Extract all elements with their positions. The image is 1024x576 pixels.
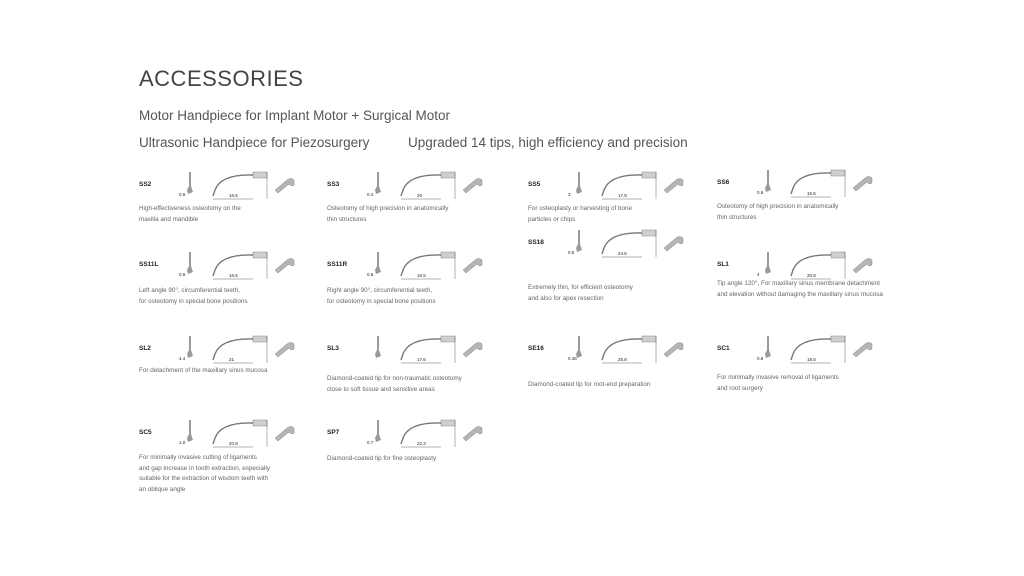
tip-length-label: 17.6 bbox=[417, 357, 426, 362]
tip-description-line: and root surgery bbox=[717, 384, 763, 392]
tip-front-view bbox=[375, 336, 381, 358]
tip-length-label: 24.6 bbox=[618, 251, 627, 256]
tip-code: SC5 bbox=[139, 429, 152, 436]
tip-description-line: Tip angle 120°, For maxillary sinus membrane detachment bbox=[717, 280, 880, 287]
tip-description-line: suitable for the extraction of wisdom teeth with bbox=[139, 475, 269, 482]
tip-photo bbox=[664, 237, 683, 252]
tip-handle bbox=[642, 172, 656, 178]
tip-photo bbox=[275, 427, 294, 442]
tip-description-line: High-effectiveness osteotomy on the bbox=[139, 205, 241, 212]
tip-illustration bbox=[733, 166, 873, 202]
tip-illustration bbox=[155, 168, 295, 204]
tip-handle bbox=[441, 172, 455, 178]
tip-width-label: 0.6 bbox=[179, 272, 186, 277]
tip-illustration bbox=[544, 226, 684, 262]
tip-description-line: for osteotomy in special bone positions bbox=[327, 297, 436, 305]
tip-description-line: and also for apex resection bbox=[528, 294, 604, 302]
ultrasonic-handpiece-subtitle: Ultrasonic Handpiece for Piezosurgery bbox=[139, 135, 370, 150]
tip-width-label: 0.6 bbox=[757, 190, 764, 195]
tip-code: SS5 bbox=[528, 181, 541, 188]
tip-photo bbox=[664, 179, 683, 194]
tip-handle bbox=[642, 230, 656, 236]
tip-photo bbox=[275, 343, 294, 358]
tip-code: SS11R bbox=[327, 261, 348, 268]
tip-description-line: For detachment of the maxillary sinus mucosa bbox=[139, 367, 268, 374]
tip-front-view bbox=[375, 252, 381, 274]
tip-description-line: Diamond-coated tip for fine osteoplasty bbox=[327, 455, 437, 462]
tip-illustration bbox=[155, 332, 295, 368]
tip-description bbox=[327, 204, 448, 225]
tip-width-label: 0.4 bbox=[367, 192, 374, 197]
tip-code: SL1 bbox=[717, 261, 729, 268]
tip-code: SE16 bbox=[528, 345, 544, 352]
tip-description-line: particles or chips bbox=[528, 215, 576, 223]
tip-length-label: 20.8 bbox=[229, 441, 238, 446]
tip-illustration bbox=[155, 248, 295, 284]
tip-handle bbox=[441, 336, 455, 342]
tip-description-line: and elevation without damaging the maxillary sinus mucosa bbox=[717, 290, 883, 298]
tip-length-label: 20 bbox=[417, 193, 423, 198]
tip-photo bbox=[853, 259, 872, 274]
tip-photo bbox=[463, 259, 482, 274]
tip-front-view bbox=[187, 252, 193, 274]
tip-front-view bbox=[187, 420, 193, 442]
tip-description-line: Left angle 90°, circumferential teeth, bbox=[139, 287, 240, 294]
tip-description-line: thin structures bbox=[717, 213, 757, 221]
tip-handle bbox=[253, 172, 267, 178]
tip-front-view bbox=[576, 336, 582, 358]
tip-width-label: 3 bbox=[568, 192, 571, 197]
tip-photo bbox=[463, 343, 482, 358]
tip-description bbox=[139, 366, 267, 377]
tip-description bbox=[139, 286, 248, 307]
tip-illustration bbox=[343, 416, 483, 452]
tip-description-line: an oblique angle bbox=[139, 485, 186, 493]
tip-width-label: 0.45 bbox=[568, 356, 577, 361]
tip-photo bbox=[853, 177, 872, 192]
tip-code: SL2 bbox=[139, 345, 151, 352]
tip-front-view bbox=[576, 230, 582, 252]
tip-illustration bbox=[544, 168, 684, 204]
tip-code: SS6 bbox=[717, 179, 730, 186]
tip-description bbox=[717, 202, 838, 223]
tip-description-line: Diamond-coated tip for non-traumatic osteotomy bbox=[327, 375, 462, 382]
tip-front-view bbox=[375, 420, 381, 442]
tip-description bbox=[717, 279, 883, 300]
tip-handle bbox=[441, 252, 455, 258]
tip-code: SP7 bbox=[327, 429, 340, 436]
tip-handle bbox=[441, 420, 455, 426]
tip-illustration bbox=[343, 332, 483, 368]
upgrade-subtitle: Upgraded 14 tips, high efficiency and precision bbox=[408, 135, 688, 150]
tip-description-line: maxilla and mandible bbox=[139, 215, 199, 223]
tip-front-view bbox=[765, 252, 771, 274]
tip-photo bbox=[463, 427, 482, 442]
tip-code: SS2 bbox=[139, 181, 152, 188]
tip-width-label: 0.6 bbox=[179, 192, 186, 197]
tip-code: SL3 bbox=[327, 345, 339, 352]
tip-width-label: 4.4 bbox=[179, 356, 186, 361]
tip-width-label: 0.5 bbox=[568, 250, 575, 255]
tip-description bbox=[327, 374, 462, 395]
tip-illustration bbox=[733, 332, 873, 368]
tip-description bbox=[327, 454, 436, 465]
tip-illustration bbox=[155, 416, 295, 452]
tip-description-line: Extremely thin, for efficient osteotomy bbox=[528, 284, 633, 291]
tip-code: SS11L bbox=[139, 261, 159, 268]
tip-width-label: 1.0 bbox=[179, 440, 186, 445]
tip-description-line: Osteotomy of high precision in anatomically bbox=[327, 205, 449, 212]
motor-handpiece-subtitle: Motor Handpiece for Implant Motor + Surgical Motor bbox=[139, 108, 451, 123]
tip-description-line: Right angle 90°, circumferential teeth, bbox=[327, 287, 433, 294]
tip-description bbox=[528, 380, 651, 391]
tip-description bbox=[327, 286, 436, 307]
tip-description-line: close to soft tissue and sensitive areas bbox=[327, 385, 435, 393]
tip-length-label: 16.5 bbox=[229, 273, 238, 278]
tip-code: SC1 bbox=[717, 345, 730, 352]
tip-front-view bbox=[576, 172, 582, 194]
tip-description-line: for osteotomy in special bone positions bbox=[139, 297, 248, 305]
tip-illustration bbox=[544, 332, 684, 368]
tip-photo bbox=[664, 343, 683, 358]
tip-description-line: and gap increase in tooth extraction, especially bbox=[139, 464, 270, 472]
tip-length-label: 16.5 bbox=[417, 273, 426, 278]
tip-length-label: 20.8 bbox=[807, 273, 816, 278]
tip-front-view bbox=[375, 172, 381, 194]
tip-description-line: Osteotomy of high precision in anatomically bbox=[717, 203, 839, 210]
tip-length-label: 16.5 bbox=[807, 191, 816, 196]
tip-description bbox=[717, 373, 839, 394]
tip-description-line: For minimally invasive removal of ligaments bbox=[717, 374, 839, 381]
tip-photo bbox=[463, 179, 482, 194]
tip-front-view bbox=[187, 336, 193, 358]
tip-photo bbox=[853, 343, 872, 358]
tip-handle bbox=[253, 336, 267, 342]
tip-code: SS18 bbox=[528, 239, 544, 246]
tip-handle bbox=[831, 170, 845, 176]
tip-description-line: thin structures bbox=[327, 215, 367, 223]
tip-code: SS3 bbox=[327, 181, 340, 188]
tip-handle bbox=[253, 252, 267, 258]
tip-handle bbox=[253, 420, 267, 426]
tip-description bbox=[139, 453, 270, 495]
tip-length-label: 22.3 bbox=[417, 441, 426, 446]
tip-length-label: 16.5 bbox=[229, 193, 238, 198]
tip-illustration bbox=[343, 168, 483, 204]
tip-width-label: 4 bbox=[757, 272, 760, 277]
tip-description-line: For minimally invasive cutting of ligaments bbox=[139, 454, 257, 461]
tip-description-line: For osteoplasty or harvesting of bone bbox=[528, 205, 632, 212]
tip-length-label: 18.5 bbox=[807, 357, 816, 362]
tip-handle bbox=[642, 336, 656, 342]
tip-length-label: 17.8 bbox=[618, 193, 627, 198]
tip-width-label: 0.8 bbox=[757, 356, 764, 361]
tip-photo bbox=[275, 179, 294, 194]
tip-description-line: Diamond-coated tip for root-end preparation bbox=[528, 381, 651, 388]
tip-illustration bbox=[343, 248, 483, 284]
tip-width-label: 0.6 bbox=[367, 272, 374, 277]
tip-width-label: 0.7 bbox=[367, 440, 374, 445]
tip-description bbox=[528, 283, 633, 304]
tip-front-view bbox=[765, 170, 771, 192]
tip-handle bbox=[831, 336, 845, 342]
tip-description bbox=[528, 204, 632, 225]
tip-front-view bbox=[187, 172, 193, 194]
tip-description bbox=[139, 204, 241, 225]
page-title: ACCESSORIES bbox=[139, 66, 304, 91]
tip-photo bbox=[275, 259, 294, 274]
tip-handle bbox=[831, 252, 845, 258]
tip-front-view bbox=[765, 336, 771, 358]
tip-length-label: 25.8 bbox=[618, 357, 627, 362]
tip-length-label: 21 bbox=[229, 357, 235, 362]
